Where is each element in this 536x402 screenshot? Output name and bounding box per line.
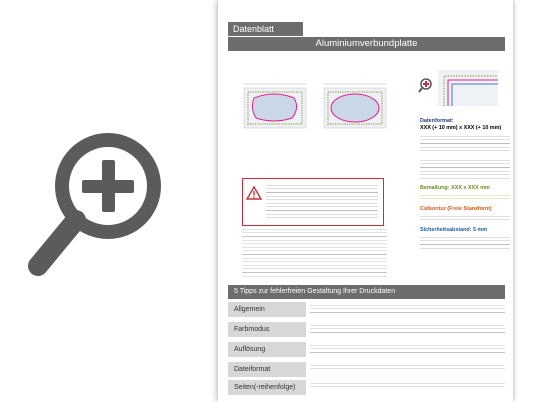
sicherheitsabstand-text	[420, 234, 510, 250]
tip-label: Farbmodus	[228, 322, 306, 337]
bemassung-title: Bemaßung: XXX x XXX mm	[420, 185, 490, 191]
document-tab-title: Datenblatt	[228, 22, 303, 36]
format-preview-rectangle	[242, 80, 308, 130]
warning-icon	[246, 186, 262, 200]
tip-text	[310, 342, 505, 355]
cutkontur-text	[420, 213, 510, 221]
tip-label: Dateiformat	[228, 362, 306, 377]
tip-row	[228, 300, 505, 319]
corner-detail-illustration	[418, 62, 498, 106]
datenformat-note	[420, 157, 510, 179]
warning-text	[266, 182, 378, 220]
right-info-column	[420, 112, 510, 250]
datenformat-text	[420, 133, 510, 153]
bemassung-text	[420, 192, 510, 200]
tip-text	[310, 302, 505, 315]
sicherheitsabstand-title: Sicherheitsabstand: 5 mm	[420, 227, 488, 233]
document-headline: Aluminiumverbundplatte	[228, 37, 505, 51]
tip-label: Auflösung	[228, 342, 306, 357]
format-preview-oval	[322, 80, 388, 130]
instruction-steps	[242, 226, 387, 278]
cutkontur-title: Cutkontur (Freie Stanzform)	[420, 206, 492, 212]
tip-label: Allgemein	[228, 302, 306, 317]
tips-header: 5 Tipps zur fehlerfreien Gestaltung Ihrer Druckdaten	[228, 285, 505, 299]
tip-row	[228, 320, 505, 339]
tip-row	[228, 378, 505, 397]
datenformat-value: XXX (+ 10 mm) x XXX (+ 10 mm)	[420, 125, 502, 131]
datenformat-title: Datenformat:	[420, 118, 454, 124]
zoom-in-icon[interactable]	[24, 128, 182, 286]
tip-text	[310, 322, 505, 335]
document-sheet	[218, 0, 513, 402]
tip-text	[310, 380, 505, 389]
tip-text	[310, 362, 505, 371]
tip-row	[228, 360, 505, 379]
tip-label: Seiten(-reihenfolge)	[228, 380, 306, 395]
tip-row	[228, 340, 505, 359]
